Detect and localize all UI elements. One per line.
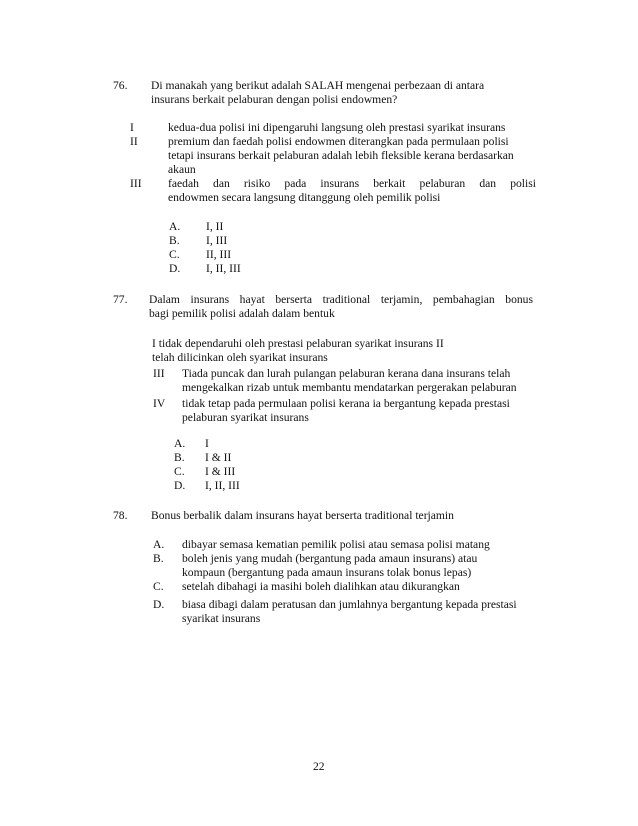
statement-roman: III — [130, 177, 142, 190]
statement-line: premium dan faedah polisi endowmen diterangkan pada permulaan polisi — [168, 135, 509, 148]
statement-line-text: faedah dan risiko pada insurans berkait pelaburan dan polisi — [168, 177, 536, 190]
option-text: dibayar semasa kematian pemilik polisi atau semasa polisi matang — [182, 538, 490, 551]
option-text: I — [205, 437, 209, 450]
statement-line: telah dilicinkan oleh syarikat insurans — [152, 351, 328, 364]
option-text: biasa dibagi dalam peratusan dan jumlahnya bergantung kepada prestasi — [182, 598, 517, 611]
statement-line: kedua-dua polisi ini dipengaruhi langsung oleh prestasi syarikat insurans — [168, 121, 506, 134]
option-text: II, III — [206, 248, 232, 261]
option-letter: B. — [169, 234, 180, 247]
option-letter: D. — [153, 598, 165, 611]
statement-line: pelaburan syarikat insurans — [182, 411, 309, 424]
statement-roman: II — [130, 135, 138, 148]
option-letter: C. — [153, 580, 164, 593]
option-letter: B. — [153, 552, 164, 565]
option-text: kompaun (bergantung pada amaun insurans tolak bonus lepas) — [182, 566, 472, 579]
option-text: I, II, III — [205, 479, 240, 492]
question-stem-line: bagi pemilik polisi adalah dalam bentuk — [149, 307, 335, 320]
statement-roman: III — [153, 367, 165, 380]
option-text: boleh jenis yang mudah (bergantung pada amaun insurans) atau — [182, 552, 478, 565]
question-stem-line — [149, 293, 533, 307]
option-letter: C. — [174, 465, 185, 478]
option-letter: D. — [169, 262, 181, 275]
option-text: I & III — [205, 465, 236, 478]
question-stem-line: Bonus berbalik dalam insurans hayat berserta traditional terjamin — [151, 509, 454, 522]
option-text: I, II, III — [206, 262, 241, 275]
statement-line — [168, 177, 536, 191]
statement-roman: I — [130, 121, 134, 134]
page-number: 22 — [313, 760, 325, 773]
option-letter: A. — [169, 220, 181, 233]
statement-line: akaun — [168, 163, 196, 176]
option-text: I & II — [205, 451, 232, 464]
option-text: setelah dibahagi ia masihi boleh dialihkan atau dikurangkan — [182, 580, 460, 593]
option-letter: B. — [174, 451, 185, 464]
question-number: 78. — [113, 509, 128, 522]
option-letter: C. — [169, 248, 180, 261]
statement-roman: IV — [153, 397, 166, 410]
statement-line: Tiada puncak dan lurah pulangan pelaburan kerana dana insurans telah — [182, 367, 511, 380]
statement-line: tetapi insurans berkait pelaburan adalah lebih fleksible kerana berdasarkan — [168, 149, 514, 162]
option-letter: D. — [174, 479, 186, 492]
statement-line: mengekalkan rizab untuk membantu mendatarkan pergerakan pelaburan — [182, 381, 517, 394]
option-text: syarikat insurans — [182, 612, 261, 625]
question-number: 76. — [113, 79, 128, 92]
statement-line: endowmen secara langsung ditanggung oleh pemilik polisi — [168, 191, 441, 204]
option-letter: A. — [174, 437, 186, 450]
option-text: I, III — [206, 234, 228, 247]
option-text: I, II — [206, 220, 224, 233]
statement-line: I tidak dependaruhi oleh prestasi pelaburan syarikat insurans II — [152, 337, 444, 350]
statement-line: tidak tetap pada permulaan polisi kerana ia bergantung kepada prestasi — [182, 397, 510, 410]
question-stem-line: Di manakah yang berikut adalah SALAH mengenai perbezaan di antara — [151, 79, 485, 92]
option-letter: A. — [153, 538, 165, 551]
question-number: 77. — [113, 293, 128, 306]
question-stem-line: insurans berkait pelaburan dengan polisi endowmen? — [151, 93, 398, 106]
question-stem-text: Dalam insurans hayat berserta traditional terjamin, pembahagian bonus — [149, 293, 533, 306]
